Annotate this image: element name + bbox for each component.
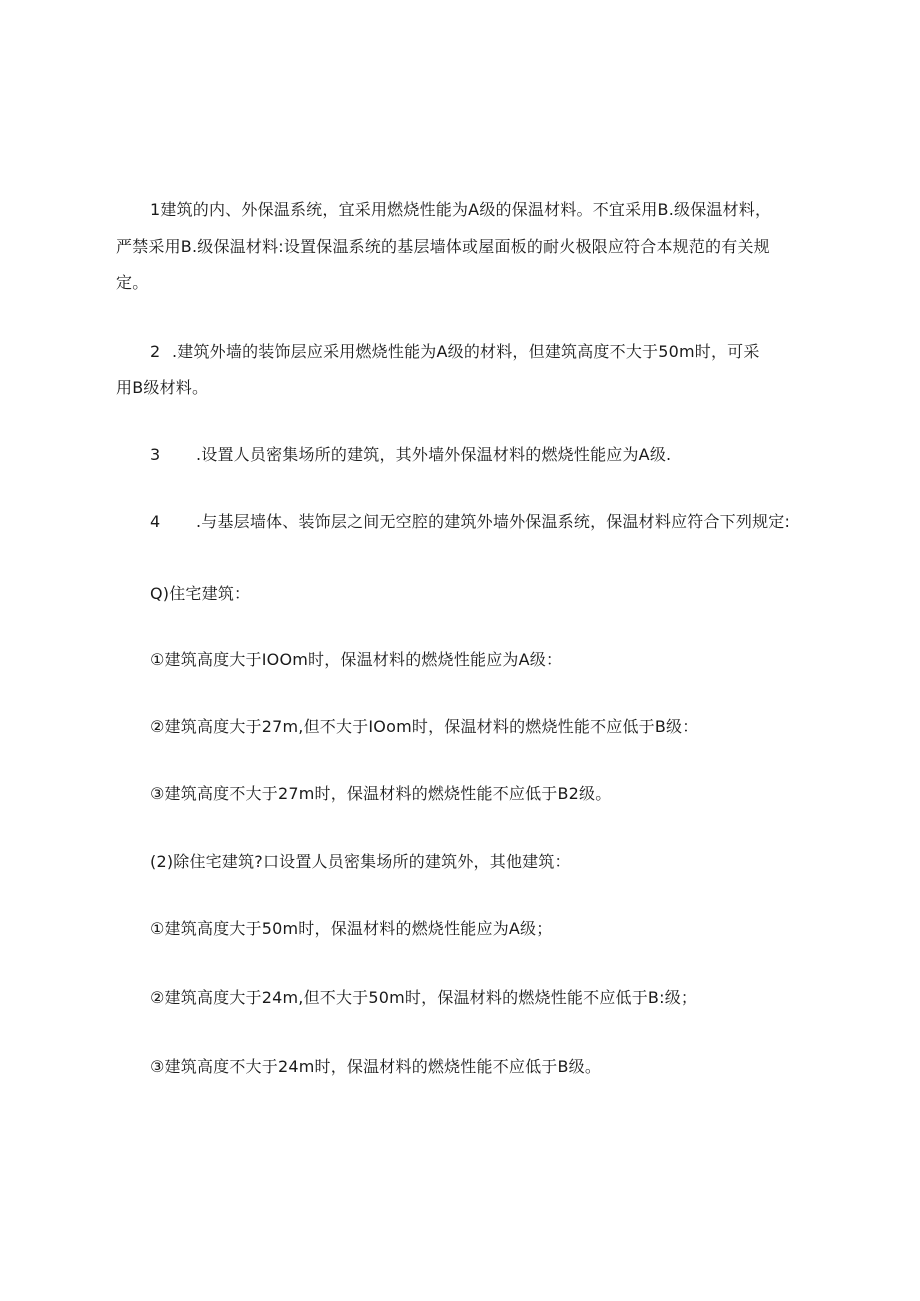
residential-item-1: ①建筑高度大于IOOm时，保温材料的燃烧性能应为A级：: [150, 650, 563, 669]
para3-number: 3: [150, 445, 161, 464]
para4-text: .与基层墙体、装饰层之间无空腔的建筑外墙外保温系统，保温材料应符合下列规定:: [196, 512, 791, 531]
para2-line2: 用B级材料。: [116, 378, 209, 397]
residential-item-2: ②建筑高度大于27m,但不大于IOom时，保温材料的燃烧性能不应低于B级：: [150, 717, 699, 736]
para1-line3: 定。: [116, 273, 149, 292]
other-buildings-item-2: ②建筑高度大于24m,但不大于50m时，保温材料的燃烧性能不应低于B:级；: [150, 988, 698, 1007]
para2-line1: .建筑外墙的装饰层应采用燃烧性能为A级的材料，但建筑高度不大于50m时，可采: [172, 342, 760, 361]
other-buildings-item-1: ①建筑高度大于50m时，保温材料的燃烧性能应为A级；: [150, 919, 553, 938]
other-buildings-item-3: ③建筑高度不大于24m时，保温材料的燃烧性能不应低于B级。: [150, 1057, 602, 1076]
other-buildings-heading: (2)除住宅建筑?口设置人员密集场所的建筑外，其他建筑：: [150, 852, 571, 871]
residential-item-3: ③建筑高度不大于27m时，保温材料的燃烧性能不应低于B2级。: [150, 784, 612, 803]
para1-line2: 严禁采用B.级保温材料:设置保温系统的基层墙体或屋面板的耐火极限应符合本规范的有关规: [116, 237, 770, 256]
residential-heading: Q)住宅建筑：: [150, 584, 251, 603]
para2-number: 2: [150, 342, 161, 361]
para4-number: 4: [150, 512, 161, 531]
para1-line1: 1建筑的内、外保温系统，宜采用燃烧性能为A级的保温材料。不宜采用B.级保温材料，: [150, 200, 772, 219]
para3-text: .设置人员密集场所的建筑，其外墙外保温材料的燃烧性能应为A级.: [196, 445, 672, 464]
